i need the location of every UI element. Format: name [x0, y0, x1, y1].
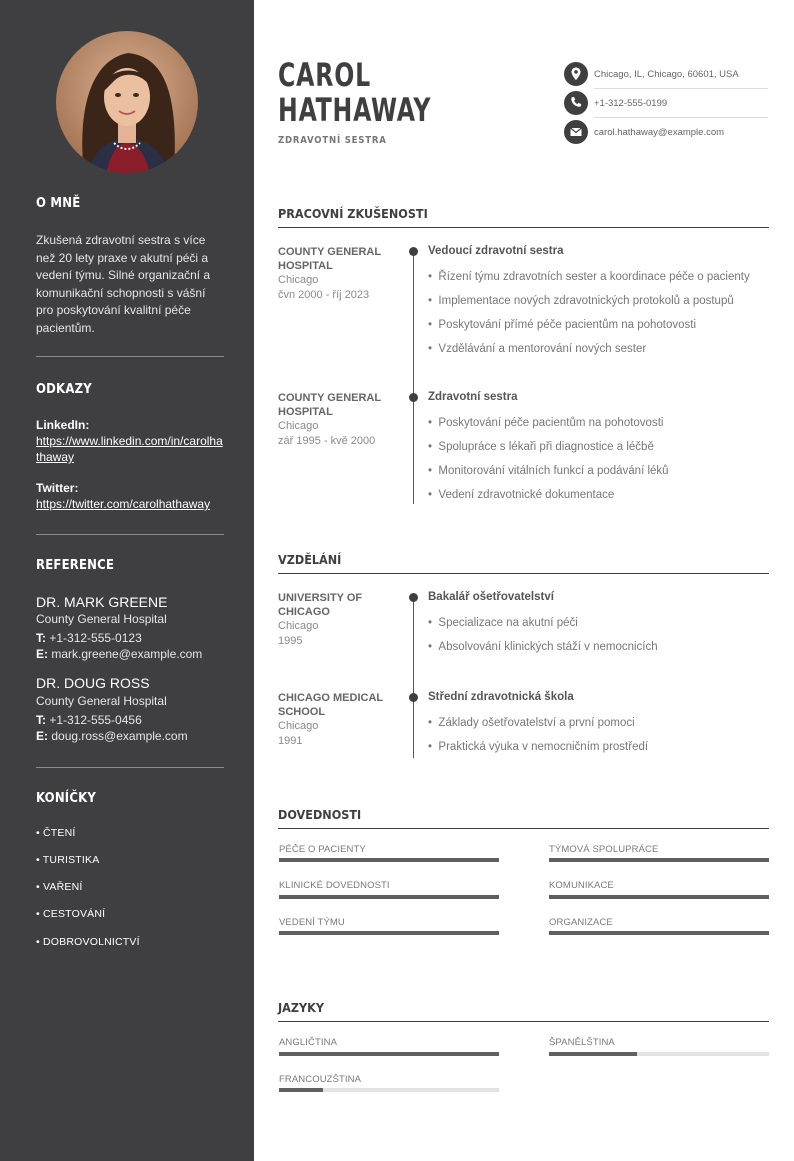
reference-email	[36, 729, 188, 743]
bullet-text: Absolvování klinických stáží v nemocnicích	[438, 641, 658, 653]
full-name	[278, 58, 431, 128]
skill-label: PÉČE O PACIENTY	[279, 844, 366, 855]
job-role: Zdravotní sestra	[428, 391, 518, 403]
about-title: O MNĚ	[36, 196, 81, 211]
reference-name: DR. DOUG ROSS	[36, 675, 150, 691]
skill-label: ORGANIZACE	[549, 917, 613, 928]
language-bar-fill	[279, 1052, 499, 1056]
email-icon	[564, 120, 588, 144]
contact-divider	[594, 117, 768, 118]
school-city: Chicago	[278, 620, 319, 632]
edu-bullet: • Absolvování klinických stáží v nemocnicích	[428, 641, 658, 653]
skill-bar	[549, 931, 769, 935]
email-value: mark.greene@example.com	[51, 647, 203, 661]
job-org: COUNTY GENERAL HOSPITAL	[278, 392, 381, 418]
contact-divider	[594, 88, 768, 89]
reference-email	[36, 647, 202, 661]
education-title: VZDĚLÁNÍ	[278, 552, 342, 567]
school-dates: 1991	[278, 735, 303, 747]
skill-bar	[279, 895, 499, 899]
skill-label: KLINICKÉ DOVEDNOSTI	[279, 880, 390, 891]
language-bar-fill	[549, 1052, 637, 1056]
section-divider	[278, 227, 769, 228]
job-bullet: • Implementace nových zdravotnických protokolů a postupů	[428, 295, 734, 307]
skill-bar-fill	[549, 858, 769, 862]
job-role: Vedoucí zdravotní sestra	[428, 245, 564, 257]
portrait-image	[56, 31, 198, 173]
job-city: Chicago	[278, 420, 319, 432]
contact-phone: +1-312-555-0199	[594, 98, 668, 109]
hobby-item: • VAŘENÍ	[36, 881, 83, 893]
section-divider	[278, 828, 769, 829]
skill-bar-fill	[549, 895, 769, 899]
job-bullet: • Monitorování vitálních funkcí a podávání léků	[428, 465, 669, 477]
bullet-text: Vzdělávání a mentorování nových sester	[438, 343, 647, 355]
about-text: Zkušená zdravotní sestra s více než 20 lety praxe v akutní péči a vedení týmu. Silné organizační a komunikační schopnosti s vášní pro poskytování kvalitní péče pacientům.	[36, 233, 211, 335]
reference-phone	[36, 713, 142, 727]
language-bar	[549, 1052, 769, 1056]
bullet-text: Poskytování přímé péče pacientům na pohotovosti	[438, 319, 697, 331]
experience-title: PRACOVNÍ ZKUŠENOSTI	[278, 206, 428, 221]
degree: Střední zdravotnická škola	[428, 691, 574, 703]
bullet-text: Specializace na akutní péči	[438, 617, 578, 629]
first-name: CAROL	[278, 56, 371, 94]
edu-bullet: • Praktická výuka v nemocničním prostředí	[428, 741, 649, 753]
bullet-text: Poskytování péče pacientům na pohotovosti	[438, 417, 664, 429]
job-bullet: • Poskytování přímé péče pacientům na pohotovosti	[428, 319, 697, 331]
skill-bar	[279, 858, 499, 862]
sidebar-divider	[36, 767, 224, 768]
linkedin-link[interactable]: https://www.linkedin.com/in/carolhathaway	[36, 434, 223, 464]
reference-name: DR. MARK GREENE	[36, 594, 168, 610]
edu-bullet: • Specializace na akutní péči	[428, 617, 578, 629]
timeline-line	[413, 252, 414, 504]
skill-bar-fill	[279, 895, 499, 899]
last-name: HATHAWAY	[278, 91, 432, 129]
skill-label: TÝMOVÁ SPOLUPRÁCE	[549, 844, 659, 855]
contact-address: Chicago, IL, Chicago, 60601, USA	[594, 69, 739, 80]
timeline-dot	[409, 393, 418, 402]
phone-label: T:	[36, 713, 46, 727]
degree: Bakalář ošetřovatelství	[428, 591, 554, 603]
phone-value: +1-312-555-0123	[49, 631, 142, 645]
hobby-item: • TURISTIKA	[36, 854, 100, 866]
skill-bar-fill	[279, 858, 499, 862]
sidebar-divider	[36, 356, 224, 357]
language-label: ŠPANĚLŠTINA	[549, 1037, 615, 1048]
email-label: E:	[36, 647, 48, 661]
skill-bar	[549, 895, 769, 899]
job-bullet: • Poskytování péče pacientům na pohotovosti	[428, 417, 664, 429]
edu-bullet: • Základy ošetřovatelství a první pomoci	[428, 717, 635, 729]
skill-label: KOMUNIKACE	[549, 880, 614, 891]
skill-label: VEDENÍ TÝMU	[279, 917, 345, 928]
reference-phone	[36, 631, 142, 645]
hobby-item: • CESTOVÁNÍ	[36, 908, 106, 920]
job-org: COUNTY GENERAL HOSPITAL	[278, 246, 381, 272]
bullet-text: Implementace nových zdravotnických protokolů a postupů	[438, 295, 734, 307]
profile-photo	[56, 31, 198, 173]
skill-bar	[279, 931, 499, 935]
skill-bar-fill	[549, 931, 769, 935]
contact-email[interactable]: carol.hathaway@example.com	[594, 127, 725, 138]
job-dates: zář 1995 - kvě 2000	[278, 435, 376, 447]
job-bullet: • Řízení týmu zdravotních sester a koordinace péče o pacienty	[428, 271, 750, 283]
bullet-text: Monitorování vitálních funkcí a podávání léků	[438, 465, 669, 477]
email-label: E:	[36, 729, 48, 743]
job-title: ZDRAVOTNÍ SESTRA	[278, 135, 387, 146]
bullet-text: Praktická výuka v nemocničním prostředí	[438, 741, 649, 753]
links-title: ODKAZY	[36, 382, 92, 397]
phone-value: +1-312-555-0456	[49, 713, 142, 727]
language-label: FRANCOUZŠTINA	[279, 1074, 362, 1085]
timeline-line	[413, 598, 414, 758]
timeline-dot	[409, 247, 418, 256]
language-bar	[279, 1052, 499, 1056]
school-org: CHICAGO MEDICAL SCHOOL	[278, 692, 383, 718]
section-divider	[278, 1021, 769, 1022]
skill-bar	[549, 858, 769, 862]
job-city: Chicago	[278, 274, 319, 286]
location-pin-icon	[564, 62, 588, 86]
phone-icon	[564, 91, 588, 115]
language-label: ANGLIČTINA	[279, 1037, 338, 1048]
twitter-link[interactable]: https://twitter.com/carolhathaway	[36, 497, 211, 511]
linkedin-label: LinkedIn:	[36, 418, 90, 432]
timeline-dot	[409, 693, 418, 702]
languages-title: JAZYKY	[278, 1000, 325, 1015]
job-bullet: • Spolupráce s lékaři při diagnostice a léčbě	[428, 441, 654, 453]
language-bar-fill	[279, 1088, 323, 1092]
job-bullet: • Vedení zdravotnické dokumentace	[428, 489, 615, 501]
phone-label: T:	[36, 631, 46, 645]
bullet-text: Spolupráce s lékaři při diagnostice a léčbě	[438, 441, 654, 453]
email-value: doug.ross@example.com	[51, 729, 188, 743]
sidebar	[0, 0, 254, 1161]
skill-bar-fill	[279, 931, 499, 935]
job-bullet: • Vzdělávání a mentorování nových sester	[428, 343, 647, 355]
reference-org: County General Hospital	[36, 694, 167, 708]
references-title: REFERENCE	[36, 558, 115, 573]
job-dates: čvn 2000 - říj 2023	[278, 289, 370, 301]
twitter-label: Twitter:	[36, 481, 79, 495]
bullet-text: Řízení týmu zdravotních sester a koordinace péče o pacienty	[438, 271, 750, 283]
hobby-item: • ČTENÍ	[36, 827, 76, 839]
bullet-text: Základy ošetřovatelství a první pomoci	[438, 717, 635, 729]
school-org: UNIVERSITY OF CHICAGO	[278, 592, 363, 618]
school-city: Chicago	[278, 720, 319, 732]
hobbies-title: KONÍČKY	[36, 791, 97, 806]
skills-title: DOVEDNOSTI	[278, 807, 362, 822]
hobby-item: • DOBROVOLNICTVÍ	[36, 936, 140, 948]
bullet-text: Vedení zdravotnické dokumentace	[438, 489, 615, 501]
sidebar-divider	[36, 534, 224, 535]
language-bar	[279, 1088, 499, 1092]
reference-org: County General Hospital	[36, 612, 167, 626]
section-divider	[278, 573, 769, 574]
school-dates: 1995	[278, 635, 303, 647]
timeline-dot	[409, 593, 418, 602]
